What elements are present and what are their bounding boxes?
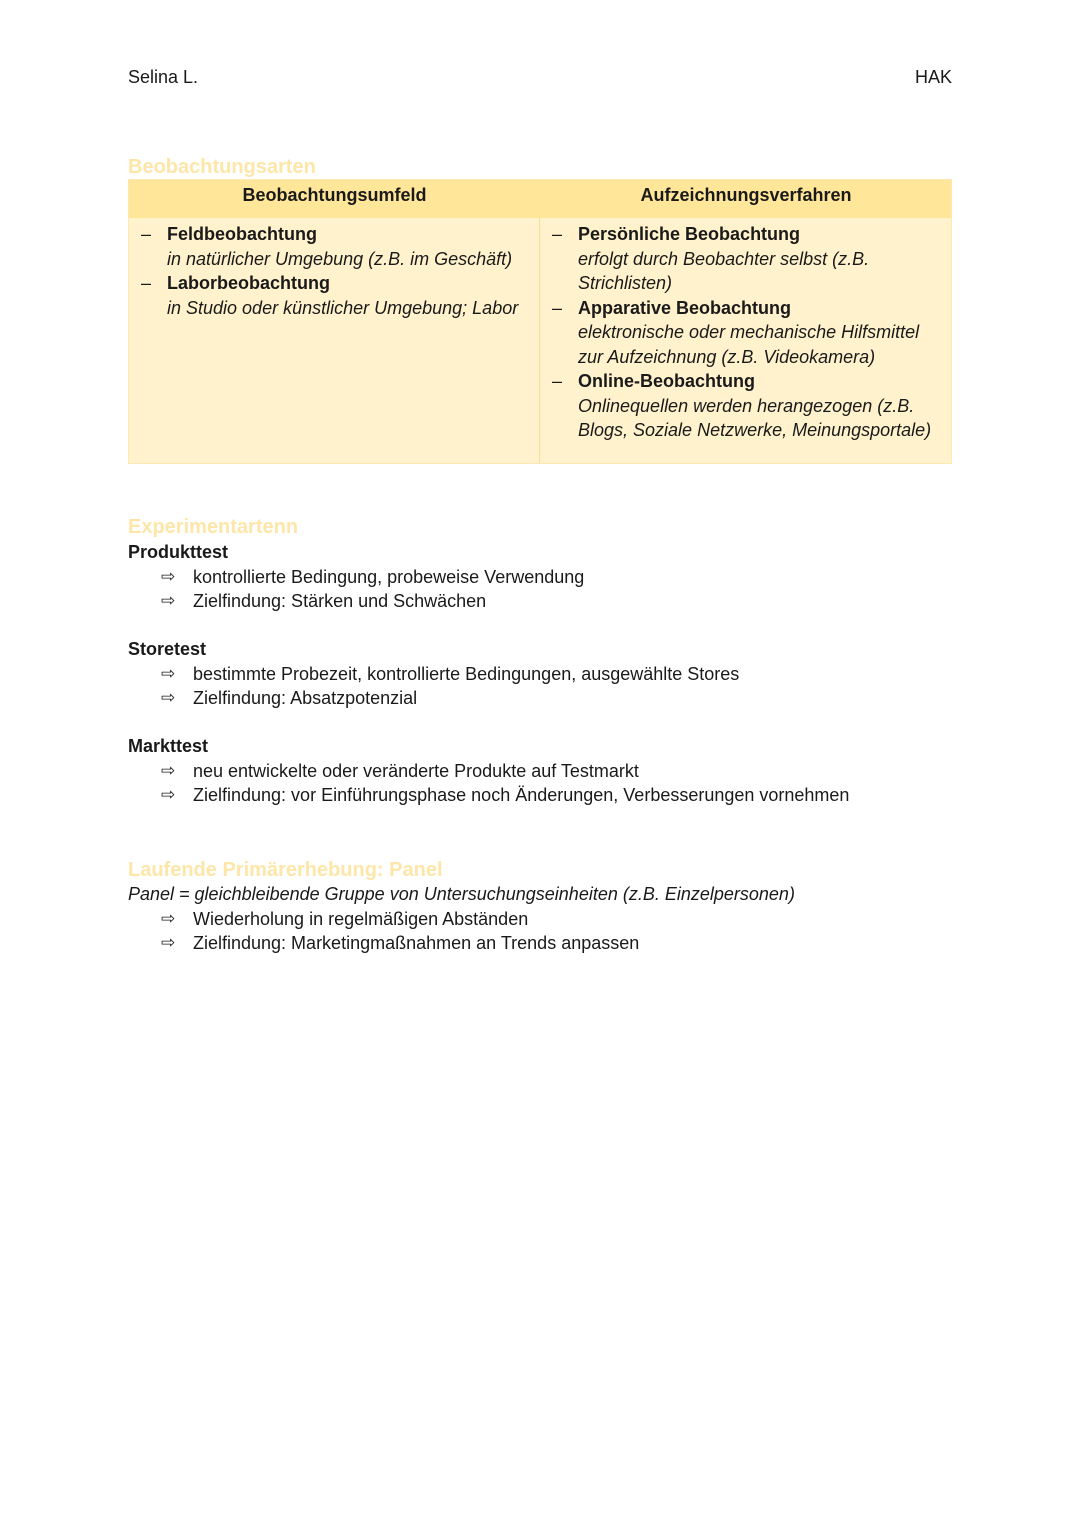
arrow-right-icon: ⇨ — [161, 566, 176, 586]
list-item — [128, 759, 988, 784]
list-item — [128, 686, 988, 711]
arrow-right-icon: ⇨ — [161, 785, 176, 804]
item-term: Persönliche Beobachtung — [578, 224, 801, 244]
dash-bullet: – — [141, 224, 152, 244]
arrow-right-icon: ⇨ — [161, 688, 176, 707]
author-name: Selina L. — [128, 67, 199, 87]
experiment-group-store — [128, 637, 988, 711]
item-description: Onlinequellen werden herangezogen (z.B. Blogs, Soziale Netzwerke, Meinungsportale) — [578, 395, 932, 440]
list-item — [550, 222, 945, 296]
experiment-points — [128, 662, 988, 711]
item-description: in natürlicher Umgebung (z.B. im Geschäft) — [167, 248, 513, 269]
list-item — [128, 931, 988, 956]
arrow-right-icon: ⇨ — [161, 663, 176, 683]
experiment-group-market — [128, 734, 988, 808]
recording-list — [550, 222, 945, 443]
dash-bullet: – — [552, 224, 563, 244]
point-text: Zielfindung: vor Einführungsphase noch Änderungen, Verbesserungen vornehmen — [193, 785, 850, 805]
dash-bullet: – — [552, 297, 563, 318]
experiment-title: Markttest — [128, 736, 209, 756]
point-text: Wiederholung in regelmäßigen Abständen — [193, 908, 529, 929]
environment-list — [139, 222, 534, 320]
dash-bullet: – — [552, 371, 563, 391]
school-name: HAK — [914, 67, 952, 87]
list-item — [128, 565, 988, 590]
experiment-points — [128, 565, 988, 614]
point-text: Zielfindung: Absatzpotenzial — [193, 688, 418, 708]
item-description: elektronische oder mechanische Hilfsmittel zur Aufzeichnung (z.B. Videokamera) — [578, 322, 920, 367]
item-term: Online-Beobachtung — [578, 371, 755, 391]
panel-definition: Panel = gleichbleibende Gruppe von Untersuchungseinheiten (z.B. Einzelpersonen) — [128, 884, 795, 904]
panel-points — [128, 907, 988, 956]
dash-bullet: – — [141, 273, 152, 293]
panel-heading: Laufende Primärerhebung: Panel — [128, 859, 443, 881]
item-term: Feldbeobachtung — [167, 224, 317, 244]
column-divider — [539, 218, 540, 463]
observation-table-header — [129, 180, 951, 218]
arrow-right-icon: ⇨ — [161, 908, 176, 928]
list-item — [128, 783, 988, 808]
column-header-recording: Aufzeichnungsverfahren — [640, 185, 852, 205]
point-text: Zielfindung: Marketingmaßnahmen an Trends anpassen — [193, 933, 640, 953]
list-item — [128, 907, 988, 932]
list-item — [139, 271, 534, 320]
experiment-group-product — [128, 540, 988, 614]
item-description: erfolgt durch Beobachter selbst (z.B. Strichlisten) — [578, 248, 870, 293]
experiments-heading: Experimentartenn — [128, 516, 299, 538]
point-text: bestimmte Probezeit, kontrollierte Bedingungen, ausgewählte Stores — [193, 663, 740, 684]
point-text: neu entwickelte oder veränderte Produkte auf Testmarkt — [193, 760, 639, 781]
list-item — [139, 222, 534, 271]
list-item — [550, 296, 945, 370]
experiment-points — [128, 759, 988, 808]
column-header-environment: Beobachtungsumfeld — [242, 185, 427, 205]
item-term: Apparative Beobachtung — [578, 297, 792, 318]
arrow-right-icon: ⇨ — [161, 591, 176, 610]
list-item — [550, 369, 945, 443]
point-text: Zielfindung: Stärken und Schwächen — [193, 591, 487, 611]
arrow-right-icon: ⇨ — [161, 760, 176, 780]
panel-block — [128, 882, 988, 956]
list-item — [128, 662, 988, 687]
item-description: in Studio oder künstlicher Umgebung; Labor — [167, 297, 519, 318]
arrow-right-icon: ⇨ — [161, 933, 176, 952]
experiment-title: Storetest — [128, 639, 207, 659]
observation-heading: Beobachtungsarten — [128, 156, 316, 178]
page-header — [128, 64, 952, 90]
item-term: Laborbeobachtung — [167, 273, 330, 293]
experiment-title: Produkttest — [128, 542, 229, 562]
observation-table — [128, 179, 952, 464]
point-text: kontrollierte Bedingung, probeweise Verwendung — [193, 566, 585, 587]
list-item — [128, 589, 988, 614]
